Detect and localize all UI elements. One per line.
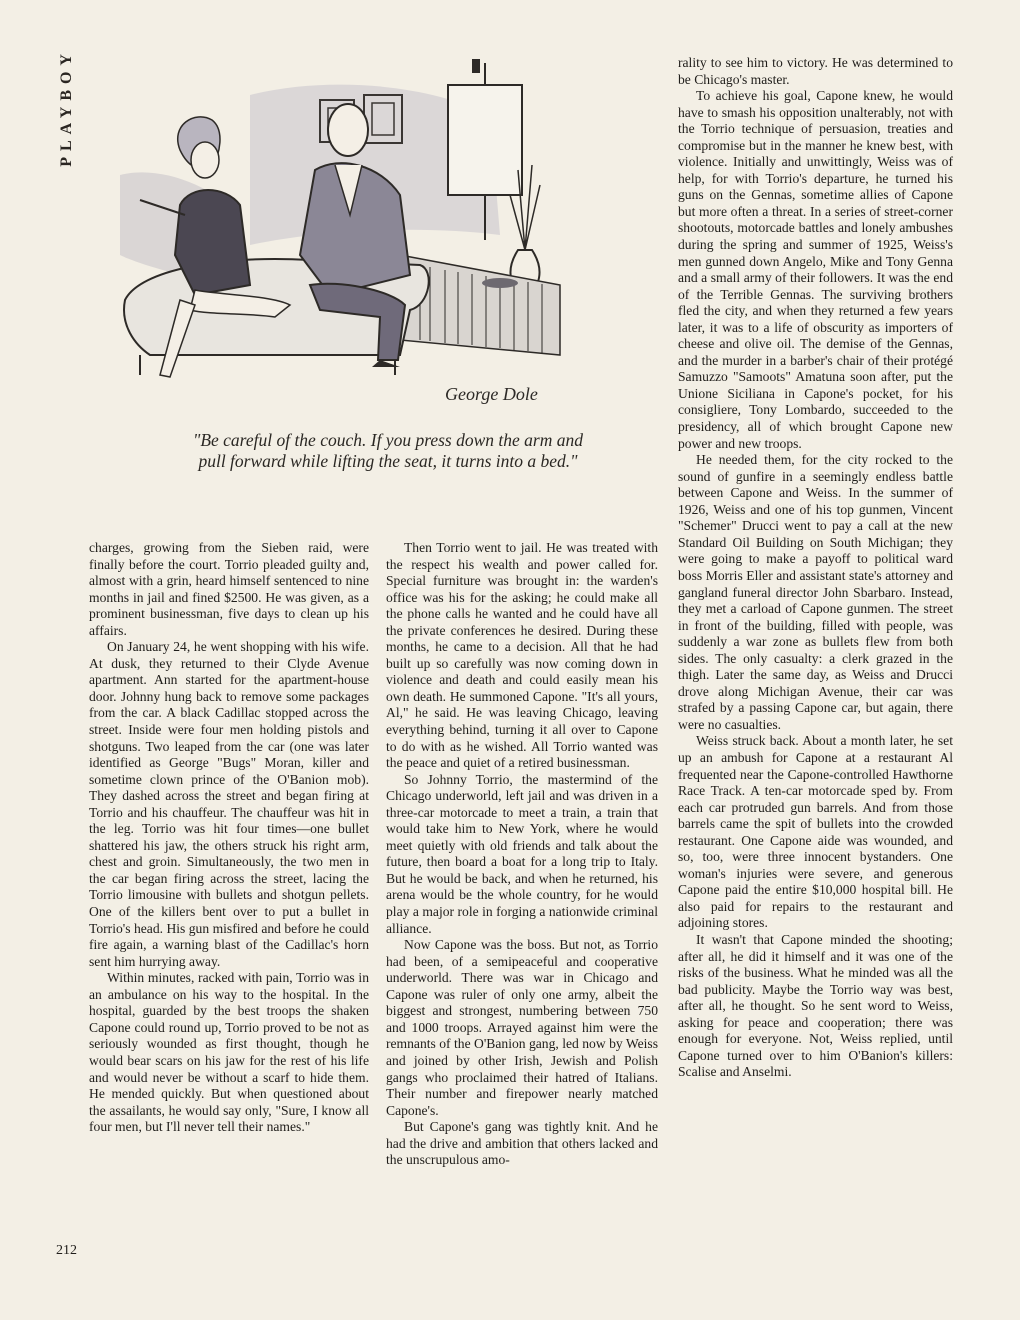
paragraph: Within minutes, racked with pain, Torrio was in an ambulance on his way to the hospital. In the hospital, guarded by the best troops the shaken Capone could round up, Torrio proved to be not as seriously wounded as first thought, though he would bear scars on his jaw for the rest of his life and would never be without a scarf to hide them. He mended quickly. But when questioned about the assailants, he would say only, "Sure, I know all four men, but I'll never tell their names." xyxy=(89,970,369,1135)
paragraph: On January 24, he went shopping with his wife. At dusk, they returned to their Clyde Avenue apartment. Ann started for the apartment-house door. Johnny hung back to remove some packages from the car. A black Cadillac stopped across the street. Inside were four men holding pistols and shotguns. Two leaped from the car (one was later identified as George "Bugs" Moran, killer and sometime clown prince of the O'Banion mob). They dashed across the street and began firing at Torrio and his chauffeur. The chauffeur was hit in the leg. Torrio was hit four times—one bullet shattered his jaw, the others struck his right arm, chest and groin. Simultaneously, the two men in the car began firing across the street, lacing the Torrio limousine with bullets and shotgun pellets. One of the killers bent over to put a bullet in Torrio's head. His gun misfired and before he could fire again, a warning blast of the Cadillac's horn sent him hurrying away. xyxy=(89,639,369,969)
paragraph: Then Torrio went to jail. He was treated with the respect his wealth and power called for. Special furniture was brought in: the warden's office was his for the asking; he could make all the phone calls he wanted and he could have all the private conferences he desired. During these months, he came to a decision. All that he had built up so carefully was now coming down in violence and death and could easily mean his own death. He summoned Capone. "It's all yours, Al," he said. He was leaving Chicago, leaving everything behind, turning it all over to Capone to do with as he wished. All Torrio wanted was the peace and quiet of a retired businessman. xyxy=(386,540,658,771)
paragraph: But Capone's gang was tightly knit. And he had the drive and ambition that others lacked and the unscrupulous amo- xyxy=(386,1119,658,1168)
paragraph: It wasn't that Capone minded the shooting; after all, he did it himself and it was one of the risks of the business. What he minded was all the bad publicity. Maybe the Torrio way was best, after all, he thought. So he sent word to Weiss, asking for peace and cooperation; there was enough for everyone. Not, Weiss replied, until Capone turned over to him O'Banion's killers: Scalise and Anselmi. xyxy=(678,931,953,1080)
paragraph: Now Capone was the boss. But not, as Torrio had been, of a semipeaceful and cooperative underworld. There was war in Chicago and Capone was ruler of only one army, albeit the biggest and strongest, numbering between 750 and 1000 troops. Arrayed against him were the remnants of the O'Banion gang, led now by Weiss and joined by other Irish, Jewish and Polish gangs who proclaimed their hatred of Italians. Their number and firepower nearly matched Capone's. xyxy=(386,937,658,1118)
paragraph: So Johnny Torrio, the mastermind of the Chicago underworld, left jail and was driven in a three-car motorcade to meet a train, a train that would take him to New York, where he would meet quietly with old friends and talk about the future, then board a boat for a long trip to Italy. But he would be back, and when he returned, his arena would be the whole country, for he would play a major role in forging a nationwide criminal alliance. xyxy=(386,771,658,936)
page-number: 212 xyxy=(56,1243,77,1258)
cartoon-illustration xyxy=(100,55,570,425)
paragraph: Weiss struck back. About a month later, he set up an ambush for Capone at a restaurant Al frequented near the Capone-controlled Hawthorne Race Track. A ten-car motorcade sped by. From each car protruded gun barrels. And from those barrels came the spit of bullets into the crowded restaurant. One Capone aide was wounded, and so, too, were three innocent bystanders. One woman's injuries were severe, and generous Capone paid the entire $10,000 hospital bill. He also paid for repairs to the restaurant and adjoining stores. xyxy=(678,733,953,931)
paragraph: He needed them, for the city rocked to the sound of gunfire in a seemingly endless battle between Capone and Weiss. In the summer of 1926, Weiss and one of his top gunmen, Vincent "Schemer" Drucci went to pay a call at the new Standard Oil Building on South Michigan; they were going to make a payoff to political ward boss Morris Eller and assistant state's attorney and gangland funeral director John Sbarbaro. Instead, they met a carload of Capone gunmen. The street in front of the building, filled with people, was suddenly a war zone as bullets flew from both sides. The only casualty: a clerk grazed in the thigh. Later the same day, as Weiss and Drucci drove along Michigan Avenue, their car was strafed by a passing Capone car, but again, there were no casualties. xyxy=(678,452,953,732)
cartoon-signature: George Dole xyxy=(445,384,538,404)
article-column-2 xyxy=(386,540,658,1169)
paragraph: rality to see him to victory. He was determined to be Chicago's master. xyxy=(678,55,953,87)
article-column-1 xyxy=(89,540,369,1136)
masthead: PLAYBOY xyxy=(58,48,75,167)
paragraph: To achieve his goal, Capone knew, he would have to smash his opposition unalterably, not with the Torrio technique of persuasion, treaties and compromise but in the manner he knew best, with violence. Initially and unwittingly, Weiss was of help, for with Torrio's departure, he turned his guns on the Gennas, sometime allies of Capone but more often a threat. In a series of street-corner shootouts, motorcade battles and lonely ambushes during the spring and summer of 1925, Weiss's men gunned down Angelo, Mike and Tony Genna and a small army of their followers. It was the end of the Terrible Gennas. The surviving brothers fled the city, and when they returned a few years later, it was to a life of obscurity as importers of cheese and olive oil. The demise of the Gennas, and the murder in a barber's chair of their protégé Samuzzo "Samoots" Amatuna soon after, put the Unione Siciliana in Capone's pocket, for his consigliere, Tony Lombardo, succeeded to the presidency, all of which brought Capone new power and new troops. xyxy=(678,88,953,451)
cartoon-caption: "Be careful of the couch. If you press down the arm and pull forward while lifting the seat, it turns into a bed." xyxy=(192,430,583,471)
paragraph: charges, growing from the Sieben raid, were finally before the court. Torrio pleaded guilty and, almost with a grin, heard himself sentenced to nine months in jail and fined $2500. He was given, as a prominent businessman, five days to clean up his affairs. xyxy=(89,540,369,638)
article-column-3 xyxy=(678,55,953,1081)
